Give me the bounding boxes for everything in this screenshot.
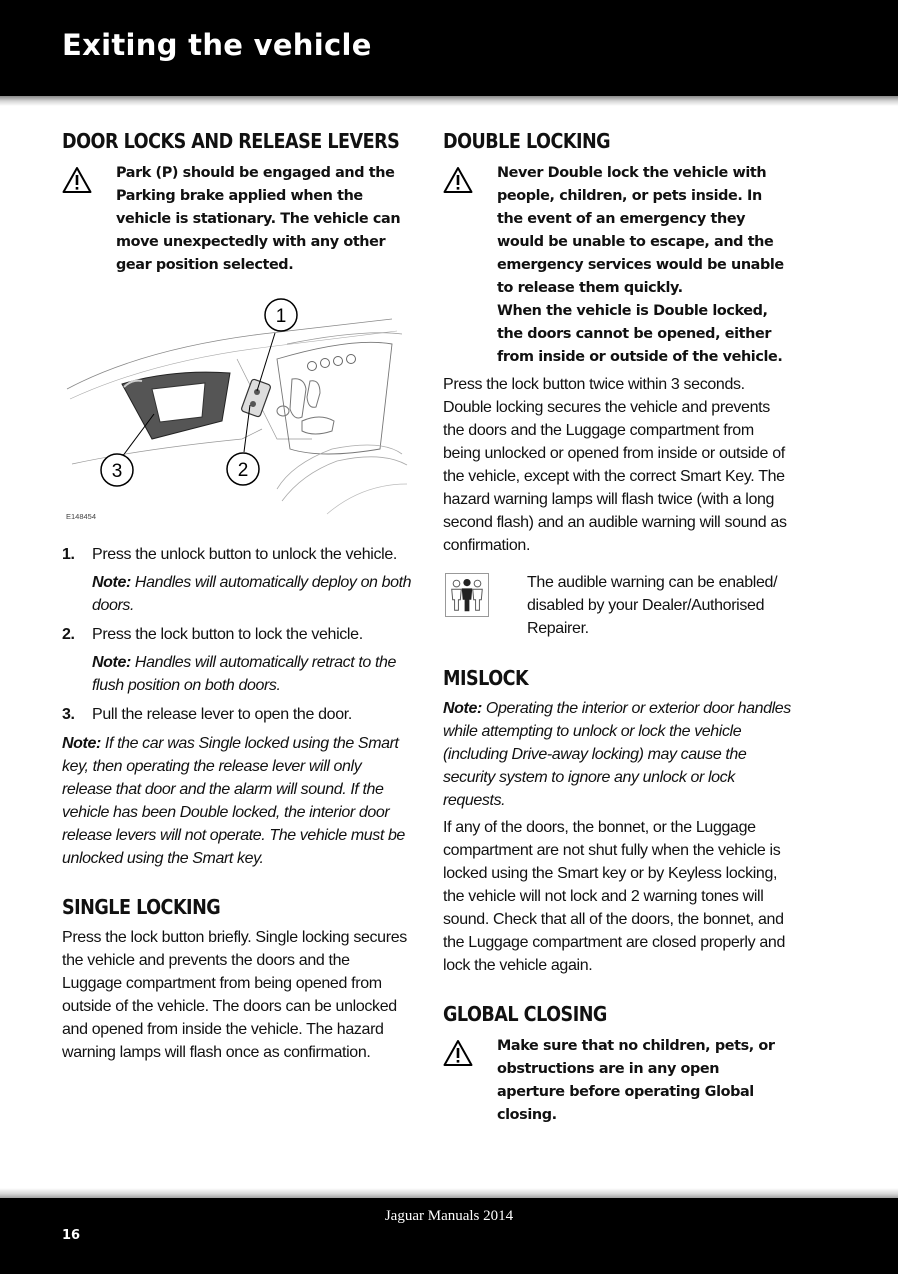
double-locking-body: Press the lock button twice within 3 seconds. Double locking secures the vehicle and prevents the doors and the Luggage compartment from being unlocked or opened from inside or outside of the vehicle, except with the correct Smart Key. The hazard warning lamps will flash twice (with a long second flash) and an audible warning will sound as confirmation.	[443, 376, 787, 554]
step-number: 1.	[62, 546, 75, 563]
callout-2: 2	[237, 460, 249, 481]
note-text: Handles will automatically deploy on both doors.	[92, 574, 412, 614]
door-locks-heading: DOOR LOCKS AND RELEASE LEVERS	[62, 129, 400, 153]
door-locks-warning	[62, 162, 412, 277]
warning-text: Park (P) should be engaged and the Parking brake applied when the vehicle is stationary. The vehicle can move unexpectedly with any other gear position selected.	[116, 165, 401, 273]
mislock-note	[443, 697, 791, 812]
dealer-info-text: The audible warning can be enabled/ disabled by your Dealer/Authorised Repairer.	[527, 574, 778, 637]
warning-text-2: When the vehicle is Double locked, the doors cannot be opened, either from inside or outside of the vehicle.	[497, 303, 783, 365]
step-number: 3.	[62, 706, 75, 723]
warning-triangle-icon	[443, 1039, 473, 1067]
warning-triangle-icon	[62, 166, 92, 194]
step-note	[92, 571, 412, 617]
step-text: Press the lock button to lock the vehicle.	[92, 626, 363, 643]
mislock-section	[443, 663, 791, 977]
warning-text-1: Never Double lock the vehicle with people, children, or pets inside. In the event of an emergency they would be unable to escape, and the emergency services would be unable to release them quickly.	[497, 165, 784, 296]
door-locks-section	[62, 126, 412, 870]
global-closing-section	[443, 999, 791, 1127]
door-panel-illustration	[62, 289, 412, 529]
callout-1: 1	[275, 306, 287, 327]
right-column	[443, 126, 791, 1127]
double-locking-warning	[443, 162, 791, 369]
single-locking-heading: SINGLE LOCKING	[62, 895, 221, 919]
door-locks-note	[62, 732, 412, 870]
mislock-body: If any of the doors, the bonnet, or the Luggage compartment are not shut fully when the vehicle is locked using the Smart key or by Keyless locking, the vehicle will not lock and 2 warning tones will sound. Check that all of the doors, the bonnet, and the Luggage compartment are closed properly and lock the vehicle again.	[443, 819, 785, 974]
figure-reference: E148454	[66, 512, 97, 521]
note-label: Note:	[92, 574, 131, 591]
note-text: Handles will automatically retract to the flush position on both doors.	[92, 654, 396, 694]
footer-source: Jaguar Manuals 2014	[384, 1208, 514, 1224]
mislock-heading: MISLOCK	[443, 666, 529, 690]
page-title: Exiting the vehicle	[62, 28, 372, 62]
list-item	[62, 623, 412, 697]
global-closing-warning	[443, 1035, 791, 1127]
double-locking-heading: DOUBLE LOCKING	[443, 129, 611, 153]
warning-triangle-icon	[443, 166, 473, 194]
door-panel-drawing	[62, 289, 412, 529]
global-closing-heading: GLOBAL CLOSING	[443, 1002, 607, 1026]
note-label: Note:	[92, 654, 131, 671]
header-divider	[0, 96, 898, 106]
step-note	[92, 651, 412, 697]
footer-bar	[0, 1198, 898, 1274]
note-label: Note:	[443, 700, 482, 717]
step-number: 2.	[62, 626, 75, 643]
double-locking-section	[443, 126, 791, 641]
dealer-people-icon	[445, 573, 489, 617]
page-number: 16	[62, 1228, 81, 1243]
note-text: If the car was Single locked using the Smart key, then operating the release lever will only release that door and the alarm will sound. If the vehicle has been Double locked, the interior door release levers will not operate. The vehicle must be unlocked using the Smart key.	[62, 735, 405, 867]
single-locking-section	[62, 892, 412, 1064]
list-item	[62, 543, 412, 617]
dealer-info	[443, 571, 791, 641]
callout-3: 3	[111, 461, 123, 482]
list-item	[62, 703, 412, 726]
single-locking-body: Press the lock button briefly. Single locking secures the vehicle and prevents the doors and the Luggage compartment from being opened from outside of the vehicle. The doors can be unlocked and opened from inside the vehicle. The hazard warning lamps will flash once as confirmation.	[62, 929, 407, 1061]
door-locks-steps	[62, 543, 412, 726]
header-bar	[0, 0, 898, 100]
step-text: Pull the release lever to open the door.	[92, 706, 352, 723]
left-column	[62, 126, 412, 1064]
step-text: Press the unlock button to unlock the vehicle.	[92, 546, 397, 563]
warning-text: Make sure that no children, pets, or obstructions are in any open aperture before operating Global closing.	[497, 1038, 775, 1123]
note-label: Note:	[62, 735, 101, 752]
note-text: Operating the interior or exterior door handles while attempting to unlock or lock the vehicle (including Drive-away locking) may cause the security system to ignore any unlock or lock requests.	[443, 700, 791, 809]
